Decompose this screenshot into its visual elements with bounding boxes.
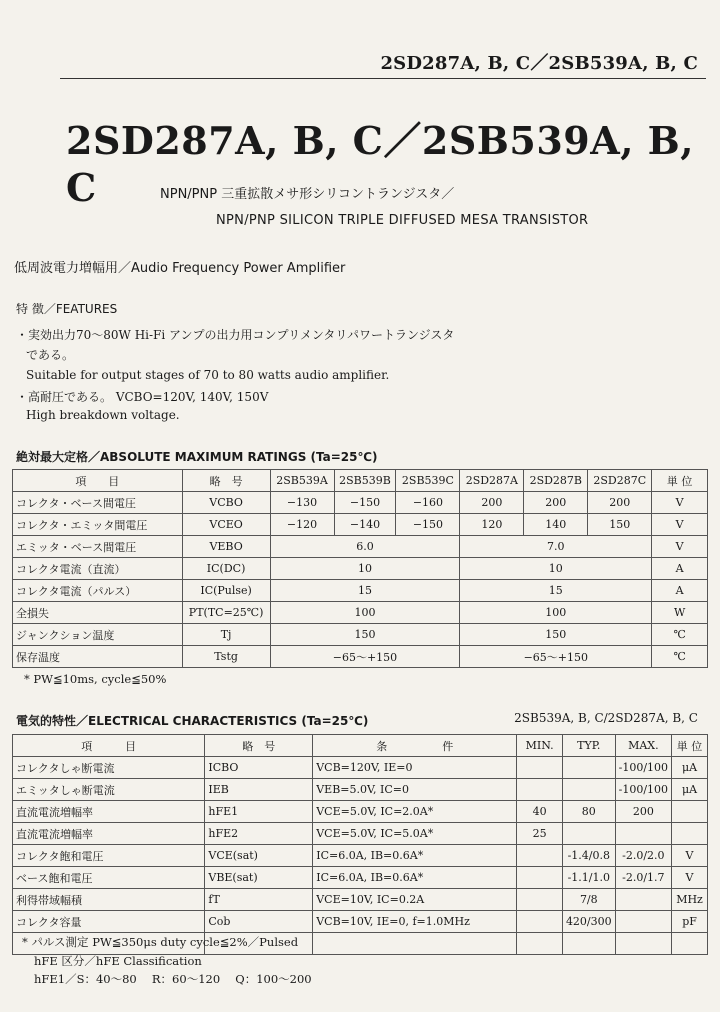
cell-item: エミッタ・ベース間電圧 [13, 536, 183, 558]
cell-condition: VCE=10V, IC=0.2A [313, 889, 517, 911]
table-row [13, 889, 708, 911]
cell-typ: -1.4/0.8 [562, 845, 615, 867]
cell-value: −140 [334, 514, 396, 536]
cell-value: 120 [460, 514, 524, 536]
cell-item: コレクタしゃ断電流 [13, 757, 205, 779]
cell-unit [672, 801, 708, 823]
cell-unit: μA [672, 757, 708, 779]
cell-min [517, 889, 563, 911]
cell-condition: VCE=5.0V, IC=2.0A* [313, 801, 517, 823]
feature-line: High breakdown voltage. [26, 408, 180, 422]
feature-line: Suitable for output stages of 70 to 80 watts audio amplifier. [26, 368, 390, 382]
abs-max-heading: 絶対最大定格／ABSOLUTE MAXIMUM RATINGS (Ta=25℃) [16, 450, 378, 464]
table-row [13, 779, 708, 801]
cell-condition: VEB=5.0V, IC=0 [313, 779, 517, 801]
cell-value: 200 [460, 492, 524, 514]
subtitle-japanese: NPN/PNP 三重拡散メサ形シリコントランジスタ／ [160, 187, 455, 202]
subtitle-english: NPN/PNP SILICON TRIPLE DIFFUSED MESA TRANSISTOR [216, 213, 589, 228]
table-header-row [13, 470, 708, 492]
table-row [13, 558, 708, 580]
cell-typ: 7/8 [562, 889, 615, 911]
cell-value: −130 [270, 492, 334, 514]
col-header: 条 件 [313, 735, 517, 757]
cell-condition: IC=6.0A, IB=0.6A* [313, 845, 517, 867]
header-part-number: 2SD287A, B, C／2SB539A, B, C [380, 53, 698, 74]
cell-typ [562, 933, 615, 955]
cell-item: コレクタ・エミッタ間電圧 [13, 514, 183, 536]
cell-unit: V [672, 867, 708, 889]
cell-unit: V [672, 845, 708, 867]
cell-value: −160 [396, 492, 460, 514]
cell-unit [672, 933, 708, 955]
table-row [13, 757, 708, 779]
cell-unit: V [652, 514, 708, 536]
col-header: 2SD287C [588, 470, 652, 492]
elec-footnote: hFE1／S：40～80 R：60～120 Q：100～200 [34, 972, 312, 986]
features-heading: 特 徴／FEATURES [16, 302, 118, 316]
page-title: 2SD287A, B, C／2SB539A, B, C [66, 118, 695, 210]
cell-max: 200 [615, 801, 671, 823]
cell-unit: A [652, 580, 708, 602]
feature-line: ・高耐圧である。 VCBO=120V, 140V, 150V [16, 390, 269, 404]
cell-unit: μA [672, 779, 708, 801]
cell-typ: -1.1/1.0 [562, 867, 615, 889]
col-header: 略 号 [205, 735, 313, 757]
cell-value: 200 [588, 492, 652, 514]
col-header: 単 位 [672, 735, 708, 757]
col-header: MIN. [517, 735, 563, 757]
cell-symbol: VCBO [182, 492, 270, 514]
cell-typ [562, 757, 615, 779]
col-header: 項 目 [13, 735, 205, 757]
cell-symbol: ICBO [205, 757, 313, 779]
cell-value: 15 [270, 580, 460, 602]
table-row [13, 492, 708, 514]
header-rule [60, 78, 706, 79]
cell-symbol: Tstg [182, 646, 270, 668]
table-row [13, 867, 708, 889]
cell-value: 10 [270, 558, 460, 580]
cell-unit: V [652, 492, 708, 514]
cell-min [517, 757, 563, 779]
cell-symbol: PT(TC=25℃) [182, 602, 270, 624]
col-header: 単 位 [652, 470, 708, 492]
cell-max [615, 823, 671, 845]
elec-char-parts: 2SB539A, B, C/2SD287A, B, C [514, 711, 698, 725]
cell-value: 150 [270, 624, 460, 646]
table-row [13, 911, 708, 933]
col-header: MAX. [615, 735, 671, 757]
col-header: 2SD287B [524, 470, 588, 492]
application-line: 低周波電力増幅用／Audio Frequency Power Amplifier [14, 261, 346, 276]
cell-max [615, 911, 671, 933]
cell-value: −65～+150 [460, 646, 652, 668]
elec-footnote: * パルス測定 PW≦350μs duty cycle≦2%／Pulsed [22, 935, 299, 949]
cell-typ [562, 779, 615, 801]
cell-item: コレクタ・ベース間電圧 [13, 492, 183, 514]
cell-unit: ℃ [652, 646, 708, 668]
cell-symbol: Cob [205, 911, 313, 933]
abs-max-footnote: * PW≦10ms, cycle≦50% [24, 672, 167, 686]
cell-item: 直流電流増幅率 [13, 823, 205, 845]
cell-symbol: VCE(sat) [205, 845, 313, 867]
cell-condition: IC=6.0A, IB=0.6A* [313, 867, 517, 889]
cell-typ: 420/300 [562, 911, 615, 933]
elec-char-table [12, 734, 708, 955]
cell-max [615, 933, 671, 955]
cell-symbol: VEBO [182, 536, 270, 558]
cell-symbol: hFE2 [205, 823, 313, 845]
col-header: 2SB539A [270, 470, 334, 492]
cell-max: -2.0/2.0 [615, 845, 671, 867]
table-row [13, 536, 708, 558]
table-row [13, 801, 708, 823]
cell-symbol: Tj [182, 624, 270, 646]
cell-unit: ℃ [652, 624, 708, 646]
cell-min [517, 933, 563, 955]
cell-item: 保存温度 [13, 646, 183, 668]
cell-min [517, 845, 563, 867]
cell-typ [562, 823, 615, 845]
cell-value: 6.0 [270, 536, 460, 558]
cell-condition: VCB=120V, IE=0 [313, 757, 517, 779]
cell-value: −120 [270, 514, 334, 536]
cell-item: エミッタしゃ断電流 [13, 779, 205, 801]
cell-symbol: IC(DC) [182, 558, 270, 580]
cell-symbol: IC(Pulse) [182, 580, 270, 602]
cell-value: 140 [524, 514, 588, 536]
cell-unit [672, 823, 708, 845]
elec-char-heading: 電気的特性／ELECTRICAL CHARACTERISTICS (Ta=25℃) [16, 714, 369, 728]
cell-value: 150 [588, 514, 652, 536]
col-header: 略 号 [182, 470, 270, 492]
cell-min [517, 779, 563, 801]
cell-unit: pF [672, 911, 708, 933]
cell-value: 150 [460, 624, 652, 646]
col-header: 2SB539C [396, 470, 460, 492]
table-row [13, 646, 708, 668]
cell-symbol: fT [205, 889, 313, 911]
table-header-row [13, 735, 708, 757]
table-row [13, 580, 708, 602]
cell-item: ジャンクション温度 [13, 624, 183, 646]
col-header: TYP. [562, 735, 615, 757]
cell-condition [313, 933, 517, 955]
cell-unit: W [652, 602, 708, 624]
cell-value: −150 [334, 492, 396, 514]
cell-min: 25 [517, 823, 563, 845]
cell-symbol: VCEO [182, 514, 270, 536]
cell-value: 10 [460, 558, 652, 580]
cell-item: コレクタ飽和電圧 [13, 845, 205, 867]
cell-typ: 80 [562, 801, 615, 823]
cell-max: -2.0/1.7 [615, 867, 671, 889]
cell-item: 利得帯域幅積 [13, 889, 205, 911]
cell-condition: VCE=5.0V, IC=5.0A* [313, 823, 517, 845]
table-row [13, 845, 708, 867]
cell-unit: V [652, 536, 708, 558]
table-row [13, 823, 708, 845]
cell-max [615, 889, 671, 911]
cell-value: 200 [524, 492, 588, 514]
cell-min [517, 911, 563, 933]
cell-symbol: VBE(sat) [205, 867, 313, 889]
cell-min: 40 [517, 801, 563, 823]
table-row [13, 514, 708, 536]
cell-max: -100/100 [615, 779, 671, 801]
cell-value: 15 [460, 580, 652, 602]
cell-item: 直流電流増幅率 [13, 801, 205, 823]
cell-value: −65～+150 [270, 646, 460, 668]
cell-symbol: hFE1 [205, 801, 313, 823]
cell-symbol: IEB [205, 779, 313, 801]
cell-item: コレクタ容量 [13, 911, 205, 933]
col-header: 2SD287A [460, 470, 524, 492]
cell-min [517, 867, 563, 889]
cell-condition: VCB=10V, IE=0, f=1.0MHz [313, 911, 517, 933]
cell-item: コレクタ電流（パルス） [13, 580, 183, 602]
cell-value: 7.0 [460, 536, 652, 558]
col-header: 2SB539B [334, 470, 396, 492]
table-row [13, 624, 708, 646]
cell-item: コレクタ電流（直流） [13, 558, 183, 580]
feature-line: である。 [26, 348, 75, 362]
cell-value: −150 [396, 514, 460, 536]
elec-footnote: hFE 区分／hFE Classification [34, 954, 202, 968]
cell-value: 100 [460, 602, 652, 624]
table-row [13, 602, 708, 624]
cell-value: 100 [270, 602, 460, 624]
cell-item: ベース飽和電圧 [13, 867, 205, 889]
cell-max: -100/100 [615, 757, 671, 779]
abs-max-table [12, 469, 708, 668]
cell-unit: A [652, 558, 708, 580]
cell-unit: MHz [672, 889, 708, 911]
col-header: 項 目 [13, 470, 183, 492]
feature-line: ・実効出力70～80W Hi-Fi アンプの出力用コンプリメンタリパワートランジスタ [16, 328, 455, 342]
cell-item: 全損失 [13, 602, 183, 624]
